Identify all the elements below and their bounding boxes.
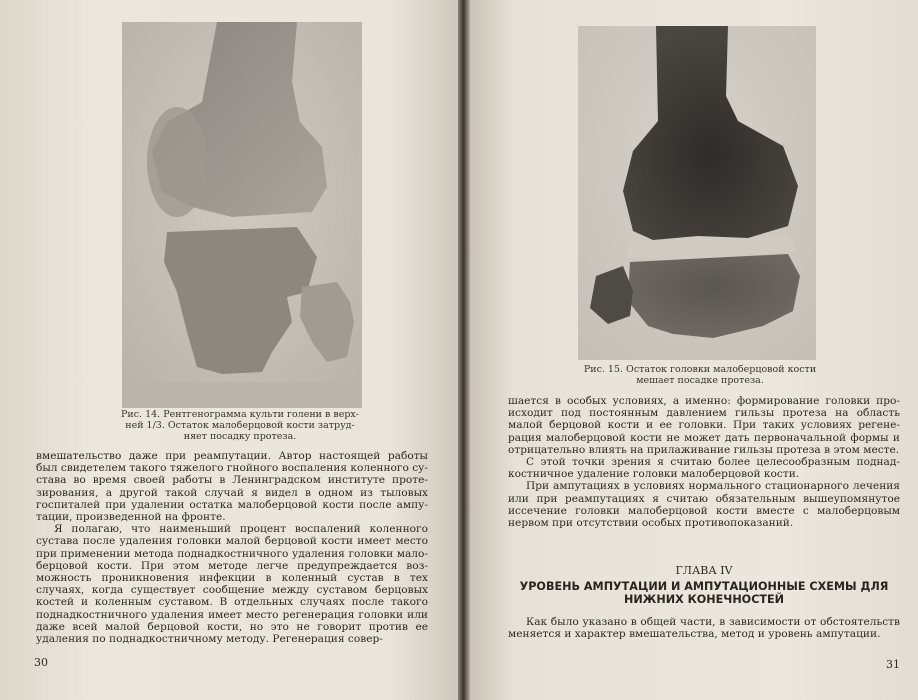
xray-figure-14 (122, 22, 362, 408)
left-paragraph-1: вмешательство даже при реампутации. Автор настоящей работы был свидетелем такого тяжелого гнойного воспаления коленного сустава во время своей работы в Ленинградском институте протезирования, а другой такой случай я видел в одном из тыловых госпиталей при удалении остатка малоберцовой кости после ампутации, произведенной на фронте. (36, 450, 428, 524)
xray-image-15 (578, 26, 816, 360)
right-body-text (508, 395, 900, 529)
right-paragraph-1: шается в особых условиях, а именно: формирование головки происходит под постоянным давлением гильзы протеза на область малой берцовой кости и ее головки. При таких условиях регенерация малоберцовой кости не может дать первоначальной формы и отрицательно влиять на прилаживание гильзы протеза в этом месте. (508, 395, 900, 456)
figure-14-caption: Рис. 14. Рентгенограмма культи голени в верхней 1/3. Остаток малоберцовой кости затрудняет посадку протеза. (120, 409, 360, 442)
chapter-paragraph: Как было указано в общей части, в зависимости от обстоятельств меняется и характер вмешательства, метод и уровень ампутации. (508, 616, 900, 641)
chapter-intro-text (508, 616, 900, 640)
right-paragraph-2: С этой точки зрения я считаю более целесообразным поднадкостничное удаление головки малоберцовой кости. (508, 456, 900, 481)
left-body-text (36, 450, 428, 645)
xray-image-14 (122, 22, 362, 408)
left-page (0, 0, 458, 700)
page-number-right: 31 (886, 658, 900, 671)
right-page (470, 0, 918, 700)
book-gutter (458, 0, 470, 700)
chapter-title: УРОВЕНЬ АМПУТАЦИИ И АМПУТАЦИОННЫЕ СХЕМЫ ДЛЯ НИЖНИХ КОНЕЧНОСТЕЙ (519, 580, 889, 606)
chapter-heading: ГЛАВА IV (675, 564, 733, 577)
left-paragraph-2: Я полагаю, что наименьший процент воспалений коленного сустава после удаления головки малой берцовой кости имеет место при применении метода поднадкостничного удаления головки малоберцовой кости. При этом методе легче предупреждается возможность проникновения инфекции в коленный сустав в тех случаях, когда существует сообщение между суставом берцовых костей и коленным суставом. В отдельных случаях после такого поднадкостничного удаления имеет место регенерация головки или даже всей малой берцовой кости, но это не говорит против ее удаления по поднадкостничному методу. Регенерация совер- (36, 523, 428, 646)
xray-figure-15 (578, 26, 816, 360)
page-number-left: 30 (34, 656, 48, 669)
figure-15-caption: Рис. 15. Остаток головки малоберцовой кости мешает посадке протеза. (583, 364, 817, 386)
right-paragraph-3: При ампутациях в условиях нормального стационарного лечения или при реампутациях я считаю обязательным вышеупомянутое иссечение головки малоберцовой кости вместе с малоберцовым нервом при отсутствии особых противопоказаний. (508, 480, 900, 530)
